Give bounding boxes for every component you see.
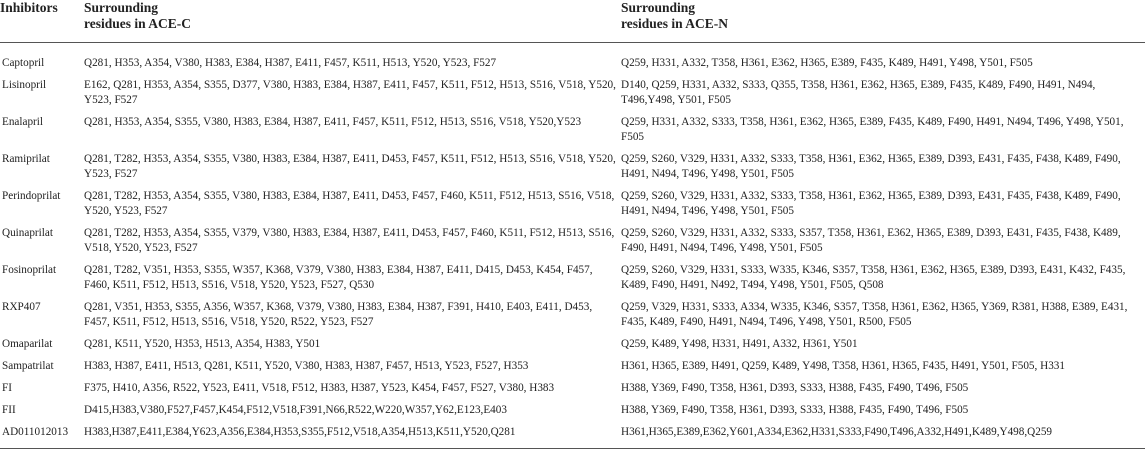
ace-n-residues: Q259, S260, V329, H331, A332, S333, T358, H361, E362, H365, E389, D393, E431, F435, F438, K489, F490, H491, N494, T496, Y498, Y501, F505 — [621, 190, 1121, 217]
ace-c-residues: Q281, T282, H353, A354, S355, V380, H383, E384, H387, E411, D453, F457, K511, F512, H513, S516, V518, Y520, Y523, F527 — [84, 153, 616, 180]
inhibitor-name: Perindoprilat — [2, 190, 61, 202]
ace-c-residues: H383,H387,E411,E384,Y623,A356,E384,H353,S355,F512,V518,A354,H513,K511,Y520,Q281 — [84, 425, 621, 449]
ace-n-residues: H361, H365, E389, H491, Q259, K489, Y498, T358, H361, H365, F435, H491, Y501, F505, H331 — [621, 360, 1065, 372]
inhibitor-name: Sampatrilat — [2, 360, 54, 372]
inhibitor-name: Quinaprilat — [2, 227, 53, 239]
ace-n-residues: H388, Y369, F490, T358, H361, D393, S333, H388, F435, F490, T496, F505 — [621, 382, 969, 394]
table-row — [0, 337, 1145, 359]
ace-c-residues: Q281, T282, V351, H353, S355, W357, K368, V379, V380, H383, E384, H387, E411, D415, D453, K454, F457, F460, K511, F512, H513, S516, V518, Y520, Y523, F527, Q530 — [84, 264, 593, 291]
inhibitor-name: AD011012013 — [0, 425, 84, 449]
ace-c-residues: Q281, T282, H353, A354, S355, V380, H383, E384, H387, E411, D453, F457, F460, K511, F512, H513, S516, V518, Y520, Y523, F527 — [84, 190, 615, 217]
ace-c-residues: E162, Q281, H353, A354, S355, D377, V380, H383, E384, H387, E411, F457, K511, F512, H513, S516, V518, Y520, Y523, F527 — [84, 79, 616, 106]
ace-c-residues: Q281, T282, H353, A354, S355, V379, V380, H383, E384, H387, E411, D453, F457, F460, K511, F512, H513, S516, V518, Y520, Y523, F527 — [84, 227, 615, 254]
header-inhibitors: Inhibitors — [0, 0, 84, 43]
ace-c-residues: H383, H387, E411, H513, Q281, K511, Y520, V380, H383, H387, F457, H513, Y523, F527, H353 — [84, 360, 529, 372]
inhibitor-name: Enalapril — [2, 116, 44, 128]
ace-c-residues: D415,H383,V380,F527,F457,K454,F512,V518,F391,N66,R522,W220,W357,Y62,E123,E403 — [84, 404, 507, 416]
inhibitor-name: Ramiprilat — [2, 153, 50, 165]
ace-n-residues: D140, Q259, H331, A332, S333, Q355, T358, H361, E362, H365, E389, F435, K489, F490, H491, N494, T496,Y498, Y501, F505 — [621, 79, 1096, 106]
table-row — [0, 189, 1145, 226]
table-row — [0, 300, 1145, 337]
table-row — [0, 263, 1145, 300]
ace-c-residues: Q281, K511, Y520, H353, H513, A354, H383, Y501 — [84, 338, 321, 350]
ace-c-residues: Q281, V351, H353, S355, A356, W357, K368, V379, V380, H383, E384, H387, F391, H410, E403, E411, D453, F457, K511, F512, H513, S516, V518, Y520, R522, Y523, F527 — [84, 301, 593, 328]
ace-n-residues: Q259, S260, V329, H331, A332, S333, T358, H361, E362, H365, E389, D393, E431, F435, F438, K489, F490, H491, N494, T496, Y498, Y501, F505 — [621, 153, 1121, 180]
ace-c-residues: F375, H410, A356, R522, Y523, E411, V518, F512, H383, H387, Y523, K454, F457, F527, V380, H383 — [84, 382, 555, 394]
inhibitor-name: Captopril — [2, 57, 45, 69]
ace-n-residues: Q259, H331, A332, S333, T358, H361, E362, H365, E389, F435, K489, F490, H491, N494, T496, Y498, Y501, F505 — [621, 116, 1124, 143]
ace-c-residues: Q281, H353, A354, V380, H383, E384, H387, E411, F457, K511, H513, Y520, Y523, F527 — [84, 57, 497, 69]
header-ace-c: Surrounding residues in ACE-C — [84, 0, 621, 43]
ace-n-residues: Q259, H331, A332, T358, H361, E362, H365, E389, F435, K489, H491, Y498, Y501, F505 — [621, 57, 1033, 69]
table-row — [0, 226, 1145, 263]
table-row — [0, 78, 1145, 115]
ace-n-residues: H388, Y369, F490, T358, H361, D393, S333, H388, F435, F490, T496, F505 — [621, 404, 969, 416]
header-ace-n: Surrounding residues in ACE-N — [621, 0, 1145, 43]
ace-n-residues: H361,H365,E389,E362,Y601,A334,E362,H331,S333,F490,T496,A332,H491,K489,Y498,Q259 — [621, 425, 1145, 449]
inhibitor-name: FII — [2, 404, 16, 416]
ace-n-residues: Q259, K489, Y498, H331, H491, A332, H361, Y501 — [621, 338, 858, 350]
table-row — [0, 425, 1145, 449]
ace-n-residues: Q259, V329, H331, S333, A334, W335, K346, S357, T358, H361, E362, H365, Y369, R381, H388, E389, E431, F435, K489, F490, H491, N494, T496, Y498, Y501, R500, F505 — [621, 301, 1128, 328]
ace-c-residues: Q281, H353, A354, S355, V380, H383, E384, H387, E411, F457, K511, F512, H513, S516, V518, Y520,Y523 — [84, 116, 582, 128]
header-row — [0, 0, 1145, 43]
table-row — [0, 43, 1145, 79]
ace-n-residues: Q259, S260, V329, H331, A332, S333, S357, T358, H361, E362, H365, E389, D393, E431, F435, F438, K489, F490, H491, N494, T496, Y498, Y501, F505 — [621, 227, 1121, 254]
inhibitor-name: Fosinoprilat — [2, 264, 57, 276]
inhibitor-name: Omaparilat — [2, 338, 53, 350]
inhibitor-name: FI — [2, 382, 12, 394]
table-row — [0, 403, 1145, 425]
table-row — [0, 115, 1145, 152]
inhibitor-name: RXP407 — [2, 301, 41, 313]
table-row — [0, 152, 1145, 189]
inhibitor-name: Lisinopril — [2, 79, 47, 91]
table-row — [0, 359, 1145, 381]
ace-n-residues: Q259, S260, V329, H331, S333, W335, K346, S357, T358, H361, E362, H365, E389, D393, E431, K432, F435, K489, F490, H491, N492, T494, Y498, Y501, F505, Q508 — [621, 264, 1126, 291]
table-row — [0, 381, 1145, 403]
